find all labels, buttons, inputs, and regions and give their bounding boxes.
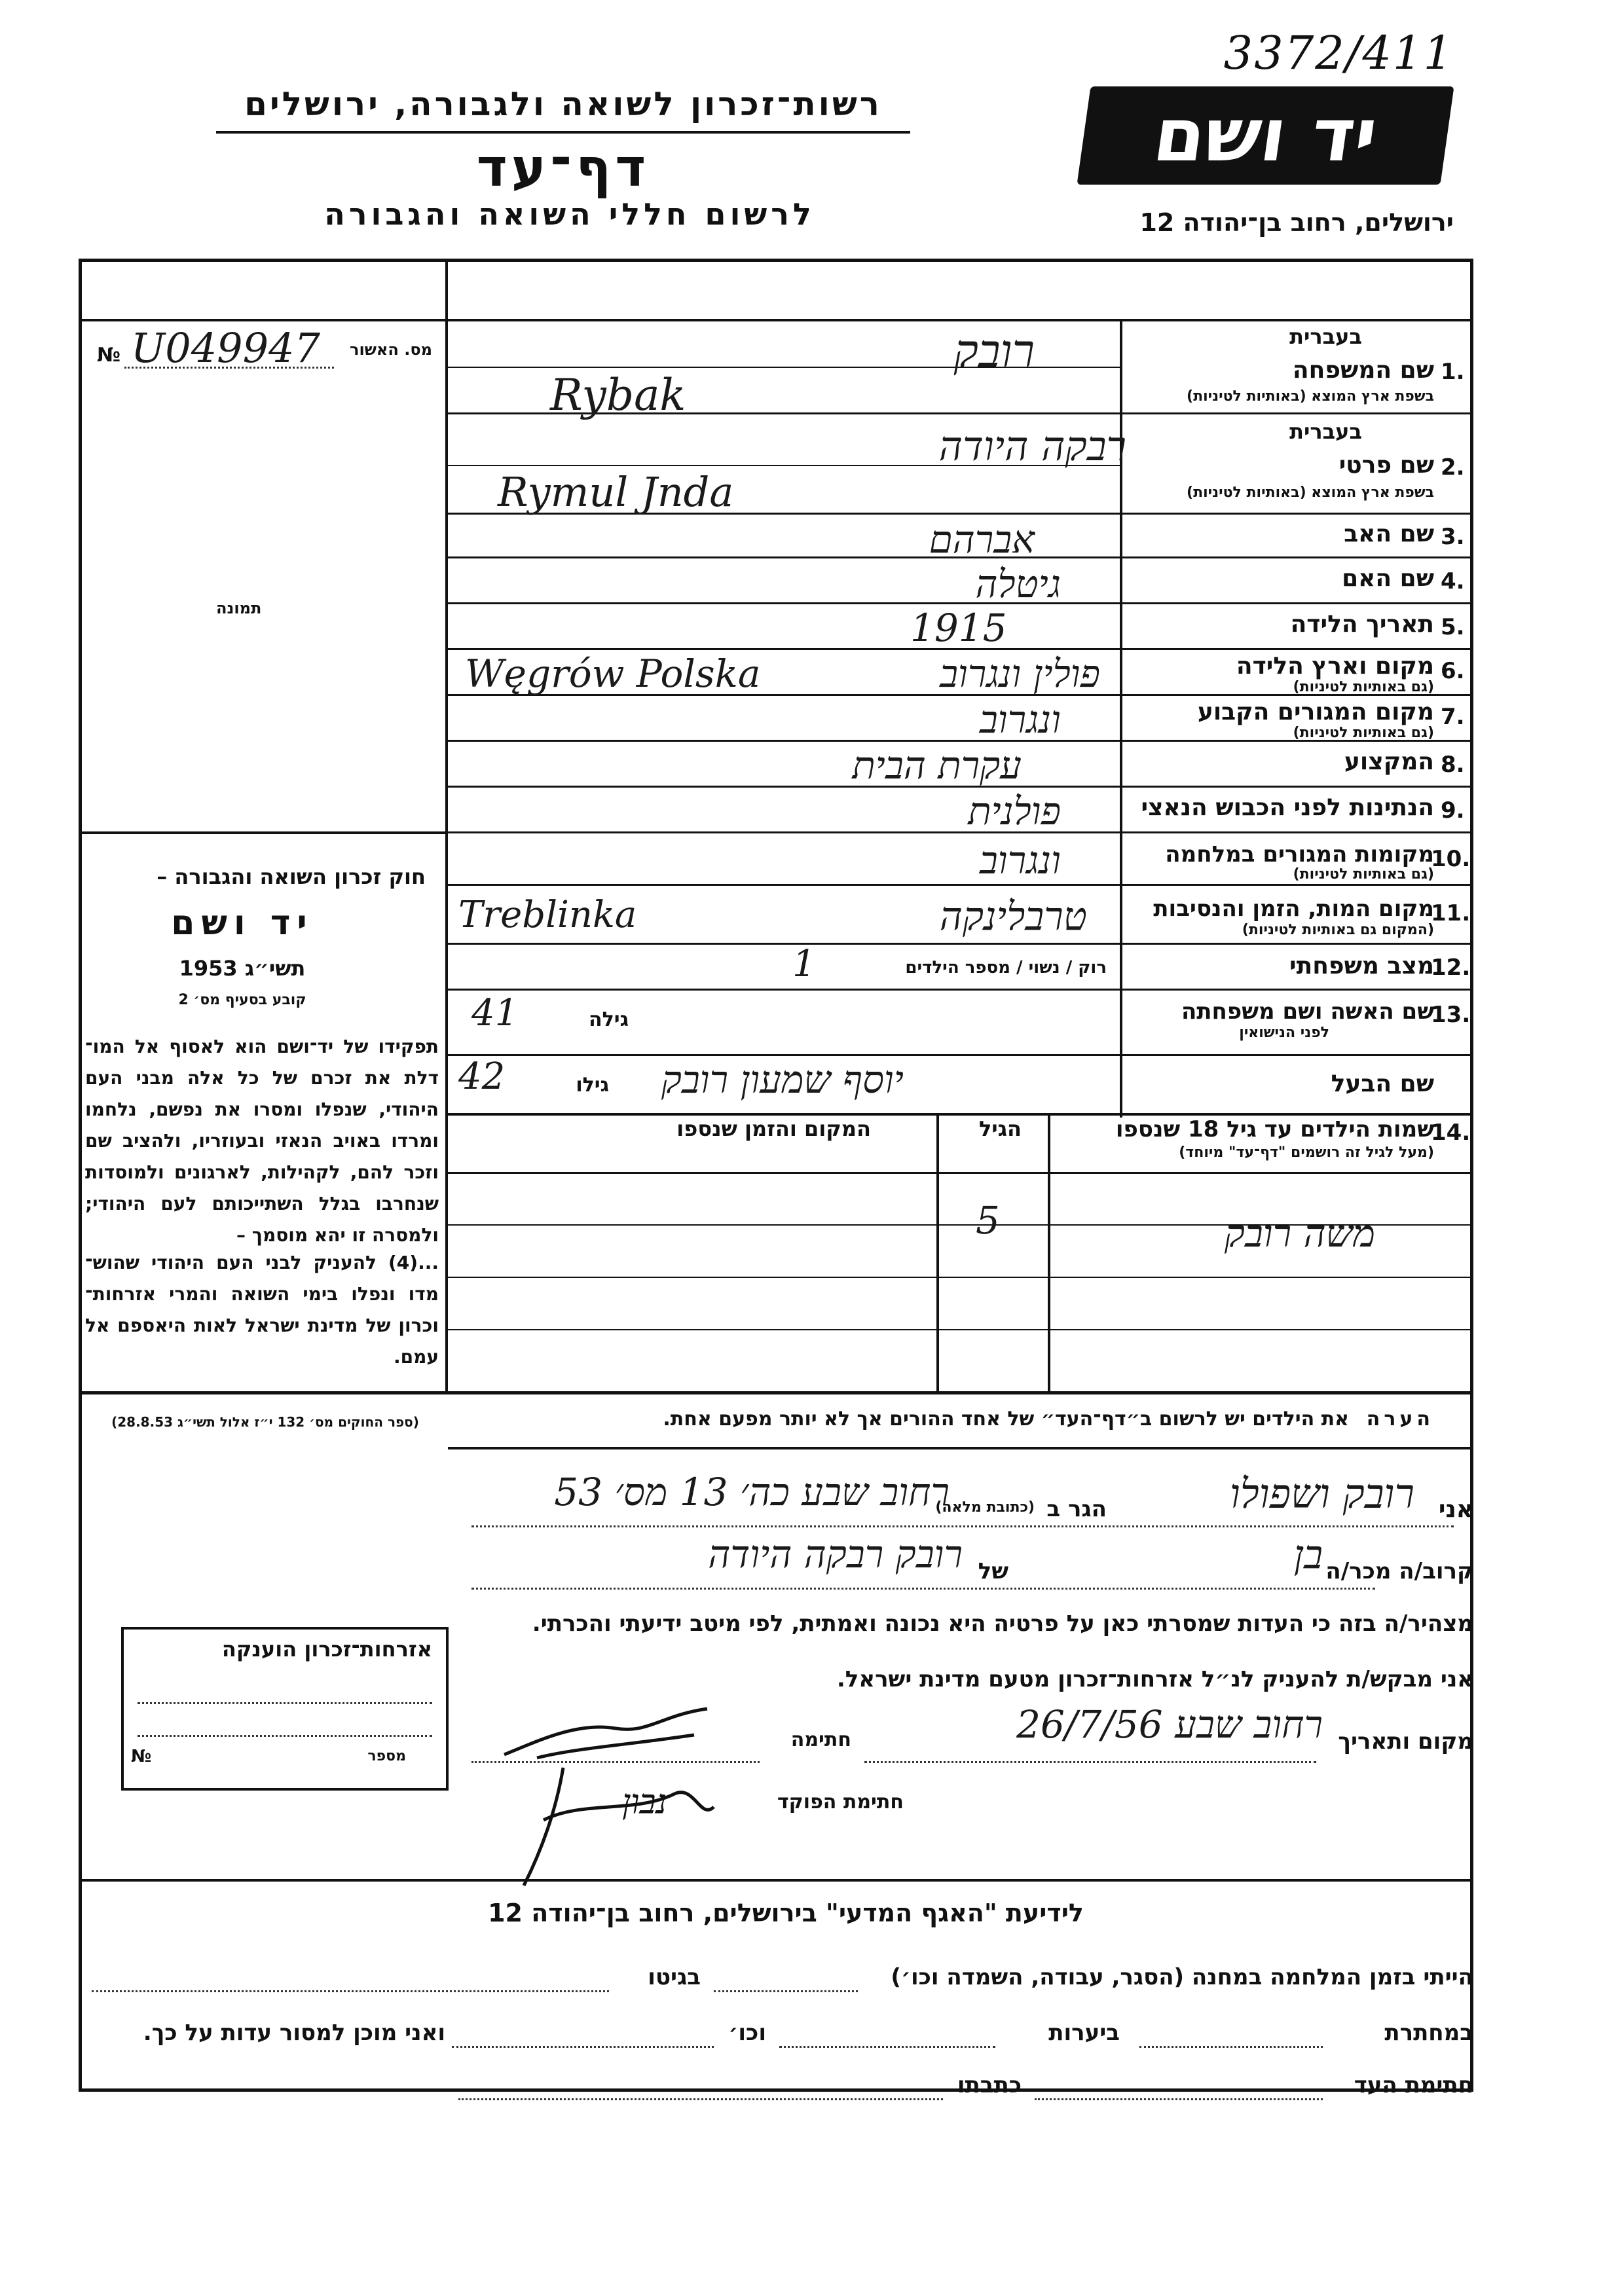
- children-col-2: [1048, 1113, 1050, 1394]
- approval-label: מס. האשור: [350, 340, 432, 359]
- field7-number: 7.: [1441, 704, 1465, 730]
- field5-number: 5.: [1441, 614, 1465, 640]
- footer-line3-dots-a[interactable]: [1035, 2098, 1323, 2100]
- declarant-address-note: (כתובת מלאה): [935, 1499, 1035, 1516]
- children-row-line-3: [448, 1329, 1473, 1330]
- field12-value[interactable]: 1: [792, 943, 816, 985]
- declaration-text: מצהיר/ה בזה כי העדות שמסרתי כאן על פרטיה היא נכונה ואמתית, לפי מיטב ידיעתי והכרתי.: [532, 1611, 1473, 1637]
- footer-line2-dots-c[interactable]: [452, 2046, 714, 2048]
- declarant-address-dots: [471, 1525, 1454, 1527]
- field2-number: 2.: [1441, 454, 1465, 481]
- field11-value-he[interactable]: טרבלינקה: [939, 894, 1087, 939]
- field11-label: מקום המות, הזמן והנסיבות: [1153, 896, 1434, 922]
- row-line-14: [448, 1113, 1473, 1116]
- row-line-12: [448, 989, 1473, 991]
- authority-underline: [216, 131, 910, 134]
- relative-label: קרוב/ה מכר/ה: [1325, 1558, 1473, 1584]
- declarant-address[interactable]: רחוב שבע כה׳ 13 מס׳ 53: [554, 1470, 950, 1514]
- field6-value-he[interactable]: פולין ונגרוב: [940, 651, 1100, 696]
- footer-title: לידיעת "האגף המדעי" בירושלים, רחוב בן־יהודה 12: [488, 1899, 1084, 1927]
- officer-signature: [504, 1741, 720, 1892]
- citizenship-dots-1: [138, 1702, 432, 1704]
- footer-line2-dots-a[interactable]: [1139, 2046, 1323, 2048]
- law-name: יד ושם: [171, 903, 314, 943]
- field2-value-latin[interactable]: Rymul Jnda: [498, 468, 734, 516]
- citizenship-dots-2: [138, 1735, 432, 1737]
- field11-value-latin[interactable]: Treblinka: [458, 894, 637, 936]
- form-title: דף־עד: [476, 137, 650, 198]
- field10-value[interactable]: ונגרוב: [979, 838, 1061, 883]
- field4-value[interactable]: גיטלה: [975, 562, 1061, 606]
- field8-label: המקצוע: [1344, 748, 1434, 775]
- remark-label: הערה: [1366, 1408, 1434, 1430]
- form-subtitle: לרשום חללי השואה והגבורה: [324, 196, 815, 232]
- footer-line2-dots-b[interactable]: [779, 2046, 995, 2048]
- of-label: של: [978, 1558, 1008, 1584]
- declarant-name[interactable]: רובק ושפולו: [1229, 1470, 1414, 1518]
- field6-number: 6.: [1441, 658, 1465, 684]
- field2-value-he[interactable]: רבקה היודה: [938, 422, 1126, 470]
- field2-hebrew-tag: בעברית: [1289, 419, 1362, 444]
- field7-note: (גם באותיות לטיניות): [1293, 725, 1434, 741]
- field1-label: שם המשפחה: [1292, 357, 1434, 384]
- field1-value-he[interactable]: רובק: [953, 324, 1035, 378]
- field6-label: מקום וארץ הלידה: [1236, 653, 1434, 680]
- child-name-2[interactable]: משה רובק: [1224, 1211, 1375, 1256]
- remark-bottom-line: [448, 1447, 1473, 1449]
- approval-field[interactable]: [124, 367, 334, 369]
- remark-text: את הילדים יש לרשום ב״דף־העד״ של אחד ההורים אך לא יותר מפעם אחת.: [663, 1408, 1349, 1430]
- footer-line1-dots-b[interactable]: [92, 1990, 609, 1992]
- approval-mark: №: [97, 344, 121, 367]
- children-number: 14.: [1431, 1120, 1471, 1146]
- field12-label: מצב משפחתי: [1289, 953, 1434, 979]
- top-strip-divider: [445, 259, 448, 319]
- field13-label: שם האשה ושם משפחתה: [1181, 998, 1434, 1025]
- relative-dots: [471, 1588, 1375, 1590]
- field8-value[interactable]: עקרת הבית: [852, 743, 1022, 788]
- footer-line2-c: וכו׳: [728, 2020, 766, 2046]
- children-header-line: [448, 1172, 1473, 1174]
- row-line-13: [448, 1054, 1473, 1056]
- field12-number: 12.: [1431, 955, 1471, 981]
- field10-note: (גם באותיות לטיניות): [1293, 866, 1434, 883]
- field7-value[interactable]: ונגרוב: [979, 697, 1061, 742]
- left-panel-divider: [445, 319, 448, 1393]
- law-clause: קובע בסעיף מס׳ 2: [178, 992, 306, 1008]
- field10-number: 10.: [1431, 846, 1471, 872]
- field8-number: 8.: [1441, 752, 1465, 778]
- law-text: תפקידו של יד־ושם הוא לאסוף אל המו־ דלת את זכרם של כל אלה מבני העם היהודי, שנפלו ומסרו את נפשם, נלחמו ומרדו באויב הנאזי ובעוזריו, ולהציב שם וזכר להם, לקהילות, לארגונים ולמוסדות שנחרבו בגלל השתייכותם לעם היהודי; ולמסרה זו יהא מוסמך –: [85, 1036, 439, 1246]
- children-place-header: המקום והזמן שנספו: [676, 1116, 871, 1141]
- field3-value[interactable]: אברהם: [929, 517, 1035, 562]
- field2-label: שם פרטי: [1338, 452, 1434, 479]
- children-row-line-2: [448, 1277, 1473, 1278]
- top-strip-line: [79, 319, 1473, 321]
- archive-number: 3372/411: [1223, 26, 1454, 80]
- place-date-dots: [864, 1761, 1316, 1763]
- declarant-i-label: אני: [1438, 1496, 1473, 1523]
- authority-name: רשות־זכרון לשואה ולגבורה, ירושלים: [244, 85, 882, 123]
- footer-line2-a: במחתרת: [1384, 2020, 1473, 2046]
- footer-line3-b: כתבתו: [957, 2072, 1022, 2098]
- signature-label: חתימה: [790, 1728, 851, 1751]
- left-panel-separator: [79, 831, 445, 834]
- citizenship-number-label: מספר: [367, 1748, 406, 1764]
- children-label: שמות הילדים עד גיל 18 שנספו: [1115, 1116, 1434, 1142]
- field11-number: 11.: [1431, 900, 1471, 926]
- field5-label: תאריך הלידה: [1290, 611, 1434, 638]
- row-line-10: [448, 884, 1473, 886]
- law-text-2: ...(4) להעניק לבני העם היהודי שהוש־ מדו ונפלו בימי השואה והמרי אזרחות־ וכרון של מדינת ישראל לאות היאספם אל עמם.: [85, 1252, 439, 1368]
- field1-number: 1.: [1441, 359, 1465, 385]
- footer-line2-d: ואני מוכן למסור עדות על כך.: [143, 2020, 445, 2046]
- logo-text: יד ושם: [1148, 93, 1383, 178]
- children-age-header: הגיל: [978, 1116, 1022, 1141]
- field13-note: לפני הנישואין: [1239, 1025, 1329, 1041]
- footer-line1-b: בגיטו: [648, 1964, 701, 1990]
- field13-age-label: גילה: [589, 1008, 629, 1031]
- relation-value[interactable]: בן: [1293, 1532, 1323, 1578]
- field7-label: מקום המגורים הקבוע: [1197, 699, 1434, 725]
- field3-number: 3.: [1441, 524, 1465, 550]
- declarant-resides-label: הגר ב: [1046, 1496, 1107, 1522]
- field4-number: 4.: [1441, 568, 1465, 594]
- footer-line2-b: ביערות: [1048, 2020, 1120, 2046]
- row-line-9: [448, 831, 1473, 833]
- field1-note: בשפת ארץ המוצא (באותיות לטיניות): [1187, 388, 1434, 405]
- law-year: תשי״ג 1953: [179, 956, 306, 981]
- field5-value[interactable]: 1915: [910, 606, 1007, 650]
- field6-note: (גם באותיות לטיניות): [1293, 679, 1434, 695]
- svg-text:נבון: נבון: [622, 1783, 667, 1822]
- footer-line1-dots-a[interactable]: [714, 1990, 858, 1992]
- row-line-4: [448, 602, 1473, 604]
- place-date-label: מקום ותאריך: [1338, 1728, 1473, 1755]
- field9-label: הנתינות לפני הכבוש הנאצי: [1141, 794, 1434, 821]
- citizenship-number-mark: №: [131, 1747, 152, 1766]
- child-age-2[interactable]: 5: [976, 1198, 1000, 1243]
- footer-top-line: [79, 1879, 1473, 1882]
- field6-value-latin[interactable]: Węgrów Polska: [465, 651, 761, 696]
- photo-label: תמונה: [216, 599, 262, 617]
- address: ירושלים, רחוב בן־יהודה 12: [1139, 208, 1454, 237]
- law-source: (ספר החוקים מס׳ 132 י״ז אלול תשי״ג 28.8.53): [111, 1414, 419, 1430]
- approval-number: U049947: [131, 324, 320, 372]
- husband-label: שם הבעל: [1331, 1070, 1434, 1097]
- footer-line3-a: חתימת העד: [1354, 2072, 1473, 2098]
- request-text: אני מבקש/ת להעניק לנ״ל אזרחות־זכרון מטעם מדינת ישראל.: [836, 1666, 1473, 1692]
- of-value[interactable]: רובק רבקה היודה: [708, 1532, 963, 1576]
- yad-vashem-logo: [1077, 86, 1454, 185]
- field11-note: (המקום גם באותיות לטיניות): [1242, 922, 1434, 938]
- children-bottom-line: [79, 1391, 1473, 1394]
- footer-line1-a: הייתי בזמן המלחמה במחנה (הסגר, עבודה, השמדה וכו׳): [891, 1964, 1473, 1990]
- place-date-value[interactable]: רחוב שבע 26/7/56: [1016, 1702, 1323, 1747]
- field2-note: בשפת ארץ המוצא (באותיות לטיניות): [1187, 484, 1434, 501]
- field10-label: מקומות המגורים במלחמה: [1165, 841, 1434, 867]
- children-col-1: [936, 1113, 939, 1394]
- field9-value[interactable]: פולנית: [968, 789, 1061, 833]
- field12-note: רוק / נשוי / מספר הילדים: [905, 958, 1107, 977]
- children-note: (מעל לגיל זה רושמים "דף־עד" מיוחד): [1179, 1144, 1434, 1161]
- law-title: חוק זכרון השואה והגבורה –: [157, 864, 426, 889]
- field1-value-latin[interactable]: Rybak: [550, 370, 686, 420]
- field4-label: שם האם: [1342, 565, 1434, 592]
- field1-hebrew-tag: בעברית: [1289, 324, 1362, 349]
- field13-number: 13.: [1431, 1002, 1471, 1028]
- field9-number: 9.: [1441, 797, 1465, 824]
- citizenship-title: אזרחות־זכרון הוענקה: [221, 1637, 432, 1662]
- husband-age-label: גילו: [576, 1074, 609, 1097]
- officer-label: חתימת הפוקד: [777, 1791, 904, 1813]
- field13-value[interactable]: 41: [471, 992, 519, 1034]
- footer-line3-dots-b[interactable]: [458, 2098, 943, 2100]
- husband-age[interactable]: 42: [458, 1055, 506, 1098]
- field3-label: שם האב: [1344, 520, 1434, 547]
- husband-value[interactable]: יוסף שמעון רובק: [661, 1057, 904, 1102]
- row-line-11: [448, 943, 1473, 945]
